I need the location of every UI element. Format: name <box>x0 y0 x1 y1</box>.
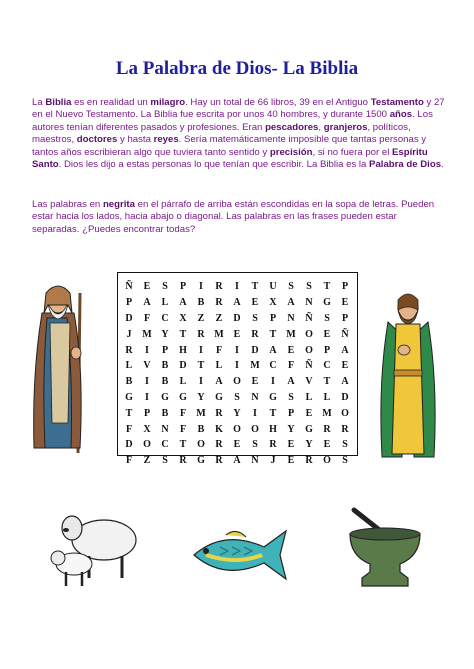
grid-letter[interactable]: F <box>179 423 187 435</box>
grid-letter[interactable]: L <box>125 360 133 372</box>
grid-letter[interactable]: L <box>215 360 223 372</box>
grid-letter[interactable]: M <box>142 328 152 340</box>
grid-letter[interactable]: I <box>145 391 149 403</box>
grid-letter[interactable]: G <box>323 297 331 309</box>
grid-letter[interactable]: H <box>179 344 187 356</box>
grid-letter[interactable]: I <box>145 344 149 356</box>
grid-letter[interactable]: C <box>323 360 331 372</box>
paragraph-text: y hasta <box>117 134 154 146</box>
grid-letter[interactable]: P <box>143 407 151 419</box>
highlighted-word: años <box>389 109 413 121</box>
grid-row <box>120 405 354 421</box>
grid-letter[interactable]: Y <box>233 407 241 419</box>
grid-letter[interactable]: T <box>323 376 331 388</box>
grid-letter[interactable]: B <box>197 423 205 435</box>
grid-letter[interactable]: F <box>215 344 223 356</box>
grid-letter[interactable]: I <box>199 281 203 293</box>
grid-letter[interactable]: R <box>341 423 349 435</box>
grid-letter[interactable]: M <box>196 407 206 419</box>
grid-letter[interactable]: T <box>269 407 277 419</box>
grid-letter[interactable]: I <box>199 376 203 388</box>
grid-letter[interactable]: P <box>161 344 169 356</box>
grid-letter[interactable]: C <box>161 312 169 324</box>
grid-letter[interactable]: O <box>197 439 205 451</box>
paragraph-text: y 27 en el Nuevo Testamento. La Biblia fue escrita por unos 40 hombres, y durante 1500 <box>32 97 445 121</box>
grid-letter[interactable]: R <box>305 455 313 467</box>
grid-letter[interactable]: B <box>125 376 133 388</box>
grid-letter[interactable]: N <box>251 455 259 467</box>
grid-letter[interactable]: Ñ <box>305 312 313 324</box>
grid-letter[interactable]: N <box>305 297 313 309</box>
highlighted-word: doctores <box>76 134 118 146</box>
grid-letter[interactable]: S <box>288 281 294 293</box>
grid-letter[interactable]: A <box>215 376 223 388</box>
moses-figure <box>20 283 90 458</box>
grid-letter[interactable]: I <box>253 407 257 419</box>
grid-row <box>120 326 354 342</box>
grid-row <box>120 279 354 295</box>
grid-letter[interactable]: T <box>197 360 205 372</box>
grid-letter[interactable]: P <box>269 312 277 324</box>
paragraph-text: . Dios les dijo a estas personas lo que tenían que escribir. La Biblia es la <box>58 159 370 171</box>
page-title: La Palabra de Dios- La Biblia <box>115 58 359 79</box>
grid-letter[interactable]: A <box>341 344 349 356</box>
grid-letter[interactable]: J <box>270 455 276 467</box>
grid-letter[interactable]: M <box>322 407 332 419</box>
grid-letter[interactable]: E <box>251 376 259 388</box>
grid-letter[interactable]: D <box>179 360 187 372</box>
grid-letter[interactable]: D <box>233 312 241 324</box>
grid-row <box>120 342 354 358</box>
grid-letter[interactable]: D <box>341 391 349 403</box>
grid-row <box>120 311 354 327</box>
grid-letter[interactable]: C <box>161 439 169 451</box>
highlighted-word: reyes <box>153 134 179 146</box>
grid-letter[interactable]: X <box>269 297 277 309</box>
grid-letter[interactable]: I <box>145 376 149 388</box>
grid-letter[interactable]: R <box>251 328 259 340</box>
grid-letter[interactable]: A <box>233 455 241 467</box>
paragraph-text: es en realidad un <box>71 97 151 108</box>
grid-row <box>120 421 354 437</box>
grid-letter[interactable]: F <box>287 360 295 372</box>
grid-letter[interactable]: A <box>287 376 295 388</box>
grid-letter[interactable]: Ñ <box>125 281 133 293</box>
grid-letter[interactable]: G <box>215 391 223 403</box>
grid-letter[interactable]: G <box>161 391 169 403</box>
grid-letter[interactable]: D <box>125 312 133 324</box>
grid-letter[interactable]: L <box>161 297 169 309</box>
disciple-figure <box>374 290 442 462</box>
grid-letter[interactable]: O <box>143 439 151 451</box>
grid-letter[interactable]: G <box>305 423 313 435</box>
highlighted-word: negrita <box>102 199 135 210</box>
paragraph-text: . <box>441 159 444 171</box>
highlighted-word: Biblia <box>45 97 72 108</box>
grid-letter[interactable]: T <box>125 407 133 419</box>
grid-letter[interactable]: Ñ <box>305 360 313 372</box>
grid-letter[interactable]: V <box>305 376 313 388</box>
grid-letter[interactable]: E <box>323 328 331 340</box>
grid-letter[interactable]: G <box>269 391 277 403</box>
grid-letter[interactable]: S <box>306 281 312 293</box>
grid-letter[interactable]: L <box>323 391 331 403</box>
grid-letter[interactable]: R <box>179 455 187 467</box>
grid-letter[interactable]: S <box>324 312 330 324</box>
grid-letter[interactable]: P <box>323 344 331 356</box>
grid-letter[interactable]: S <box>252 312 258 324</box>
grid-letter[interactable]: E <box>287 344 295 356</box>
grid-letter[interactable]: A <box>233 297 241 309</box>
grid-letter[interactable]: Z <box>143 455 151 467</box>
grid-letter[interactable]: E <box>341 360 349 372</box>
grid-letter[interactable]: G <box>179 391 187 403</box>
grid-letter[interactable]: F <box>125 423 133 435</box>
grid-letter[interactable]: R <box>215 281 223 293</box>
grid-letter[interactable]: Z <box>197 312 205 324</box>
paragraph-text: . Los autores tenían diferentes pasados y profesiones. Eran <box>32 109 433 133</box>
grid-letter[interactable]: O <box>233 423 241 435</box>
intro-paragraph <box>32 97 446 171</box>
grid-letter[interactable]: R <box>215 407 223 419</box>
grid-letter[interactable]: M <box>250 360 260 372</box>
grid-letter[interactable]: V <box>143 360 151 372</box>
grid-letter[interactable]: S <box>162 281 168 293</box>
paragraph-text: Las palabras en <box>32 199 103 210</box>
grid-row <box>120 390 354 406</box>
grid-letter[interactable]: A <box>143 297 151 309</box>
grid-letter[interactable]: P <box>125 297 133 309</box>
grid-letter[interactable]: I <box>235 344 239 356</box>
grid-letter[interactable]: Y <box>305 439 313 451</box>
grid-letter[interactable]: S <box>162 455 168 467</box>
grid-letter[interactable]: R <box>125 344 133 356</box>
grid-letter[interactable]: Ñ <box>341 328 349 340</box>
grid-letter[interactable]: A <box>179 297 187 309</box>
grid-letter[interactable]: A <box>287 297 295 309</box>
grid-letter[interactable]: G <box>197 455 205 467</box>
grid-letter[interactable]: Y <box>287 423 295 435</box>
grid-letter[interactable]: A <box>269 344 277 356</box>
grid-row <box>120 358 354 374</box>
grid-letter[interactable]: R <box>197 328 205 340</box>
grid-letter[interactable]: D <box>125 439 133 451</box>
grid-letter[interactable]: E <box>287 439 295 451</box>
grid-letter[interactable]: O <box>305 344 313 356</box>
grid-letter[interactable]: G <box>125 391 133 403</box>
grid-letter[interactable]: B <box>197 297 205 309</box>
grid-letter[interactable]: E <box>323 439 331 451</box>
grid-letter[interactable]: F <box>143 312 151 324</box>
grid-letter[interactable]: H <box>269 423 277 435</box>
grid-letter[interactable]: E <box>233 328 241 340</box>
grid-letter[interactable]: R <box>215 297 223 309</box>
highlighted-word: granjeros <box>323 121 368 133</box>
grid-letter[interactable]: R <box>215 439 223 451</box>
grid-letter[interactable]: I <box>235 360 239 372</box>
highlighted-word: precisión <box>269 146 313 158</box>
grid-letter[interactable]: T <box>179 328 187 340</box>
mortar-image <box>340 500 430 590</box>
grid-letter[interactable]: P <box>287 407 295 419</box>
grid-letter[interactable]: T <box>179 439 187 451</box>
grid-letter[interactable]: K <box>215 423 223 435</box>
grid-letter[interactable]: Y <box>161 328 169 340</box>
grid-letter[interactable]: P <box>179 281 187 293</box>
grid-row <box>120 295 354 311</box>
paragraph-text: , <box>318 121 324 133</box>
fish-image <box>186 525 298 585</box>
grid-letter[interactable]: L <box>305 391 313 403</box>
grid-letter[interactable]: S <box>342 455 348 467</box>
grid-letter[interactable]: B <box>161 376 169 388</box>
grid-letter[interactable]: N <box>161 423 169 435</box>
grid-letter[interactable]: E <box>233 439 241 451</box>
paragraph-text: . Sería matemáticamente imposible que tantas personas y tantos años escribieran algo que tuviera tanto sentido y <box>32 134 427 158</box>
grid-letter[interactable]: O <box>233 376 241 388</box>
paragraph-text: , políticos, maestros, <box>32 121 411 146</box>
highlighted-word: milagro <box>150 97 186 108</box>
grid-letter[interactable]: I <box>271 376 275 388</box>
grid-letter[interactable]: X <box>143 423 151 435</box>
grid-letter[interactable]: M <box>214 328 224 340</box>
highlighted-word: pescadores <box>265 121 319 133</box>
sheep-image <box>44 508 144 590</box>
grid-letter[interactable]: E <box>305 407 313 419</box>
grid-letter[interactable]: P <box>341 312 349 324</box>
grid-letter[interactable]: N <box>287 312 295 324</box>
grid-letter[interactable]: S <box>342 439 348 451</box>
grid-row <box>120 437 354 453</box>
paragraph-text: , si no fuera por el <box>312 146 392 158</box>
highlighted-word: Espíritu Santo <box>32 146 428 171</box>
grid-letter[interactable]: E <box>341 297 349 309</box>
word-search-grid <box>117 272 358 467</box>
grid-letter[interactable]: O <box>251 423 259 435</box>
grid-letter[interactable]: S <box>252 439 258 451</box>
grid-letter[interactable]: R <box>323 423 331 435</box>
grid-letter[interactable]: X <box>179 312 187 324</box>
grid-letter[interactable]: O <box>341 407 349 419</box>
grid-letter[interactable]: D <box>251 344 259 356</box>
grid-letter[interactable]: E <box>143 281 151 293</box>
grid-letter[interactable]: I <box>235 281 239 293</box>
grid-letter[interactable]: N <box>251 391 259 403</box>
grid-letter[interactable]: T <box>269 328 277 340</box>
paragraph-text: La <box>32 97 46 108</box>
grid-letter[interactable]: T <box>323 281 331 293</box>
grid-letter[interactable]: Z <box>215 312 223 324</box>
instructions-paragraph <box>32 199 446 236</box>
grid-letter[interactable]: F <box>179 407 187 419</box>
grid-letter[interactable]: M <box>286 328 296 340</box>
grid-letter[interactable]: O <box>323 455 331 467</box>
grid-letter[interactable]: I <box>199 344 203 356</box>
grid-letter[interactable]: B <box>161 360 169 372</box>
highlighted-word: Palabra de Dios <box>369 159 442 171</box>
grid-letter[interactable]: E <box>287 455 295 467</box>
grid-letter[interactable]: B <box>161 407 169 419</box>
grid-letter[interactable]: S <box>234 391 240 403</box>
grid-letter[interactable]: F <box>125 455 133 467</box>
grid-row <box>120 374 354 390</box>
grid-letter[interactable]: R <box>269 439 277 451</box>
grid-letter[interactable]: T <box>251 281 259 293</box>
grid-row <box>120 453 354 469</box>
grid-letter[interactable]: U <box>269 281 277 293</box>
paragraph-text: en el párrafo de arriba están escondidas en la sopa de letras. Pueden estar hacia los lados, hacia abajo o diagonal. Las palabras en las frases pueden estar separadas. ¿Puedes encontrar todas? <box>32 199 435 235</box>
grid-letter[interactable]: A <box>341 376 349 388</box>
paragraph-text: . Hay un total de 66 libros, 39 en el Antiguo <box>185 97 371 108</box>
highlighted-word: Testamento <box>370 97 424 108</box>
grid-letter[interactable]: E <box>251 297 259 309</box>
grid-letter[interactable]: O <box>305 328 313 340</box>
grid-letter[interactable]: Y <box>197 391 205 403</box>
grid-letter[interactable]: P <box>341 281 349 293</box>
grid-letter[interactable]: L <box>179 376 187 388</box>
grid-letter[interactable]: C <box>269 360 277 372</box>
grid-letter[interactable]: J <box>126 328 132 340</box>
grid-letter[interactable]: R <box>215 455 223 467</box>
grid-letter[interactable]: S <box>288 391 294 403</box>
